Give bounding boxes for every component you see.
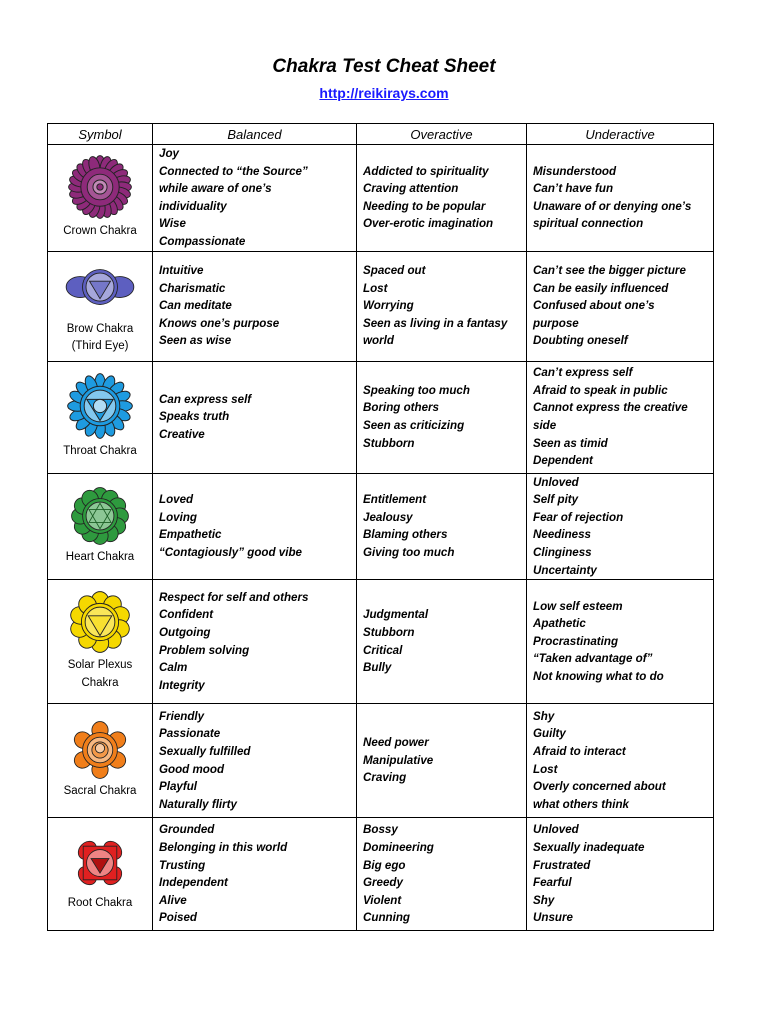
list-item: Big ego — [363, 858, 406, 872]
list-item: Craving attention — [363, 182, 459, 196]
list-item: Knows one’s purpose — [159, 316, 280, 330]
list-item: Unaware of or denying one’s — [533, 199, 692, 213]
chakra-name — [48, 223, 152, 241]
list-item: Doubting oneself — [533, 334, 628, 348]
list-item: Uncertainty — [533, 563, 597, 577]
list-item: Fear of rejection — [533, 510, 624, 524]
list-item: Outgoing — [159, 626, 211, 640]
list-item: Creative — [159, 427, 205, 441]
list-item: Good mood — [159, 762, 225, 776]
item-list — [533, 364, 713, 470]
overactive-cell — [357, 361, 527, 473]
header-overactive: Overactive — [357, 124, 527, 145]
list-item: Dependent — [533, 454, 593, 468]
header-balanced: Balanced — [153, 124, 357, 145]
balanced-cell — [153, 704, 357, 818]
overactive-cell — [357, 704, 527, 818]
list-item: Apathetic — [533, 617, 586, 631]
list-item: Can meditate — [159, 299, 232, 313]
chakra-name — [48, 895, 152, 913]
list-item: “Taken advantage of” — [533, 652, 653, 666]
chakra-row — [48, 704, 714, 818]
list-item: Giving too much — [363, 545, 455, 559]
list-item: Entitlement — [363, 493, 427, 507]
chakra-row — [48, 818, 714, 931]
list-item: Over-erotic imagination — [363, 217, 494, 231]
balanced-cell — [153, 580, 357, 704]
list-item: Domineering — [363, 840, 434, 854]
list-item: Shy — [533, 709, 555, 723]
overactive-cell — [357, 251, 527, 361]
brow-chakra-icon — [65, 257, 135, 317]
list-item: Stubborn — [363, 626, 415, 640]
item-list — [159, 589, 356, 695]
list-item: Loved — [159, 493, 194, 507]
item-list — [159, 145, 356, 251]
list-item: Playful — [159, 780, 198, 794]
chakra-row — [48, 145, 714, 252]
overactive-cell — [357, 818, 527, 931]
list-item: Stubborn — [363, 436, 415, 450]
list-item: Calm — [159, 661, 188, 675]
item-list — [159, 708, 356, 814]
list-item: Sexually inadequate — [533, 840, 645, 854]
underactive-cell — [527, 361, 714, 473]
chakra-name — [48, 657, 152, 692]
header-row — [48, 124, 714, 145]
list-item: Belonging in this world — [159, 840, 288, 854]
item-list — [363, 262, 526, 350]
list-item: Naturally flirty — [159, 797, 237, 811]
chakra-name-line: Heart Chakra — [65, 550, 135, 563]
chakra-row — [48, 251, 714, 361]
item-list — [533, 598, 713, 686]
source-link[interactable]: http://reikirays.com — [319, 85, 449, 101]
chakra-table — [47, 123, 714, 931]
list-item: Violent — [363, 893, 402, 907]
chakra-name — [48, 783, 152, 801]
underactive-cell — [527, 580, 714, 704]
list-item: Wise — [159, 217, 186, 231]
symbol-cell — [48, 251, 153, 361]
list-item: Needing to be popular — [363, 199, 486, 213]
list-item: Intuitive — [159, 264, 204, 278]
list-item: Neediness — [533, 528, 591, 542]
header-underactive: Underactive — [527, 124, 714, 145]
list-item: Alive — [159, 893, 187, 907]
balanced-cell — [153, 251, 357, 361]
list-item: Can be easily influenced — [533, 281, 669, 295]
list-item: Addicted to spirituality — [363, 164, 489, 178]
chakra-name-line: Sacral Chakra — [63, 784, 137, 797]
list-item: Need power — [363, 736, 429, 750]
item-list — [533, 262, 713, 350]
list-item: Integrity — [159, 678, 205, 692]
chakra-row — [48, 580, 714, 704]
list-item: Poised — [159, 911, 198, 925]
overactive-cell — [357, 580, 527, 704]
list-item: Friendly — [159, 709, 205, 723]
list-item: Sexually fulfilled — [159, 745, 251, 759]
heart-chakra-icon — [71, 487, 129, 545]
list-item: Can’t see the bigger picture — [533, 264, 686, 278]
list-item: Afraid to interact — [533, 745, 626, 759]
symbol-cell — [48, 704, 153, 818]
list-item: Craving — [363, 771, 407, 785]
chakra-row — [48, 473, 714, 580]
list-item: Shy — [533, 893, 555, 907]
list-item: world — [363, 334, 394, 348]
underactive-cell — [527, 251, 714, 361]
sacral-chakra-icon — [71, 721, 129, 779]
list-item: “Contagiously” good vibe — [159, 545, 302, 559]
list-item: Connected to “the Source” — [159, 164, 308, 178]
list-item: while aware of one’s — [159, 182, 272, 196]
list-item: Blaming others — [363, 528, 448, 542]
item-list — [533, 708, 713, 814]
list-item: Can’t have fun — [533, 182, 614, 196]
throat-chakra-icon — [67, 373, 133, 439]
symbol-cell — [48, 361, 153, 473]
list-item: purpose — [533, 316, 579, 330]
chakra-name-line: Crown Chakra — [63, 225, 137, 238]
list-item: Can express self — [159, 392, 252, 406]
chakra-name-line: Root Chakra — [67, 897, 133, 910]
item-list — [159, 491, 356, 561]
list-item: Boring others — [363, 401, 440, 415]
crown-chakra-icon — [68, 155, 132, 219]
item-list — [159, 262, 356, 350]
chakra-name-line: (Third Eye) — [71, 340, 129, 353]
list-item: Can’t express self — [533, 366, 633, 380]
symbol-cell — [48, 145, 153, 252]
list-item: Manipulative — [363, 753, 434, 767]
overactive-cell — [357, 473, 527, 580]
list-item: Independent — [159, 876, 228, 890]
item-list — [363, 491, 526, 561]
list-item: Overly concerned about — [533, 780, 666, 794]
list-item: Cunning — [363, 911, 411, 925]
underactive-cell — [527, 145, 714, 252]
list-item: Seen as wise — [159, 334, 232, 348]
list-item: Clinginess — [533, 545, 592, 559]
list-item: Cannot express the creative — [533, 401, 688, 415]
list-item: Afraid to speak in public — [533, 383, 668, 397]
list-item: Unsure — [533, 911, 573, 925]
chakra-name-line: Throat Chakra — [63, 445, 137, 458]
list-item: spiritual connection — [533, 217, 644, 231]
root-chakra-icon — [72, 835, 128, 891]
list-item: Trusting — [159, 858, 206, 872]
list-item: Speaks truth — [159, 410, 230, 424]
symbol-cell — [48, 473, 153, 580]
list-item: Seen as living in a fantasy — [363, 316, 508, 330]
underactive-cell — [527, 473, 714, 580]
list-item: Loving — [159, 510, 197, 524]
list-item: Seen as timid — [533, 436, 608, 450]
chakra-name-line: Solar Plexus — [67, 659, 133, 672]
item-list — [533, 821, 713, 927]
header-symbol: Symbol — [48, 124, 153, 145]
list-item: Worrying — [363, 299, 414, 313]
list-item: Respect for self and others — [159, 590, 309, 604]
list-item: Critical — [363, 643, 403, 657]
list-item: what others think — [533, 797, 629, 811]
item-list — [363, 734, 526, 787]
chakra-name — [48, 549, 152, 567]
list-item: Not knowing what to do — [533, 670, 664, 684]
list-item: Procrastinating — [533, 634, 619, 648]
balanced-cell — [153, 818, 357, 931]
balanced-cell — [153, 473, 357, 580]
list-item: Judgmental — [363, 608, 429, 622]
list-item: Compassionate — [159, 234, 246, 248]
list-item: Problem solving — [159, 643, 250, 657]
list-item: Confused about one’s — [533, 299, 655, 313]
list-item: Spaced out — [363, 264, 426, 278]
chakra-name-line: Brow Chakra — [66, 322, 134, 335]
item-list — [363, 606, 526, 676]
list-item: Lost — [363, 281, 388, 295]
list-item: Bossy — [363, 823, 398, 837]
balanced-cell — [153, 145, 357, 252]
chakra-name — [48, 443, 152, 461]
item-list — [533, 163, 713, 233]
underactive-cell — [527, 704, 714, 818]
list-item: Low self esteem — [533, 599, 623, 613]
list-item: Guilty — [533, 727, 566, 741]
list-item: Bully — [363, 661, 392, 675]
list-item: Confident — [159, 608, 214, 622]
list-item: Unloved — [533, 475, 579, 489]
list-item: Greedy — [363, 876, 403, 890]
overactive-cell — [357, 145, 527, 252]
list-item: Frustrated — [533, 858, 591, 872]
list-item: Fearful — [533, 876, 572, 890]
item-list — [533, 474, 713, 580]
solar-plexus-chakra-icon — [69, 591, 131, 653]
list-item: Jealousy — [363, 510, 413, 524]
list-item: Charismatic — [159, 281, 226, 295]
item-list — [159, 821, 356, 927]
list-item: Misunderstood — [533, 164, 617, 178]
item-list — [363, 821, 526, 927]
balanced-cell — [153, 361, 357, 473]
list-item: Speaking too much — [363, 383, 470, 397]
list-item: Self pity — [533, 493, 579, 507]
list-item: Empathetic — [159, 528, 222, 542]
list-item: Seen as criticizing — [363, 419, 465, 433]
symbol-cell — [48, 580, 153, 704]
page-title: Chakra Test Cheat Sheet — [272, 56, 496, 77]
list-item: Grounded — [159, 823, 215, 837]
list-item: Lost — [533, 762, 558, 776]
symbol-cell — [48, 818, 153, 931]
chakra-name-line: Chakra — [81, 676, 119, 689]
chakra-row — [48, 361, 714, 473]
list-item: side — [533, 419, 557, 433]
chakra-name — [48, 321, 152, 356]
item-list — [363, 163, 526, 233]
underactive-cell — [527, 818, 714, 931]
list-item: Unloved — [533, 823, 579, 837]
item-list — [159, 391, 356, 444]
list-item: Joy — [159, 147, 179, 160]
item-list — [363, 382, 526, 452]
list-item: individuality — [159, 199, 227, 213]
list-item: Passionate — [159, 727, 221, 741]
